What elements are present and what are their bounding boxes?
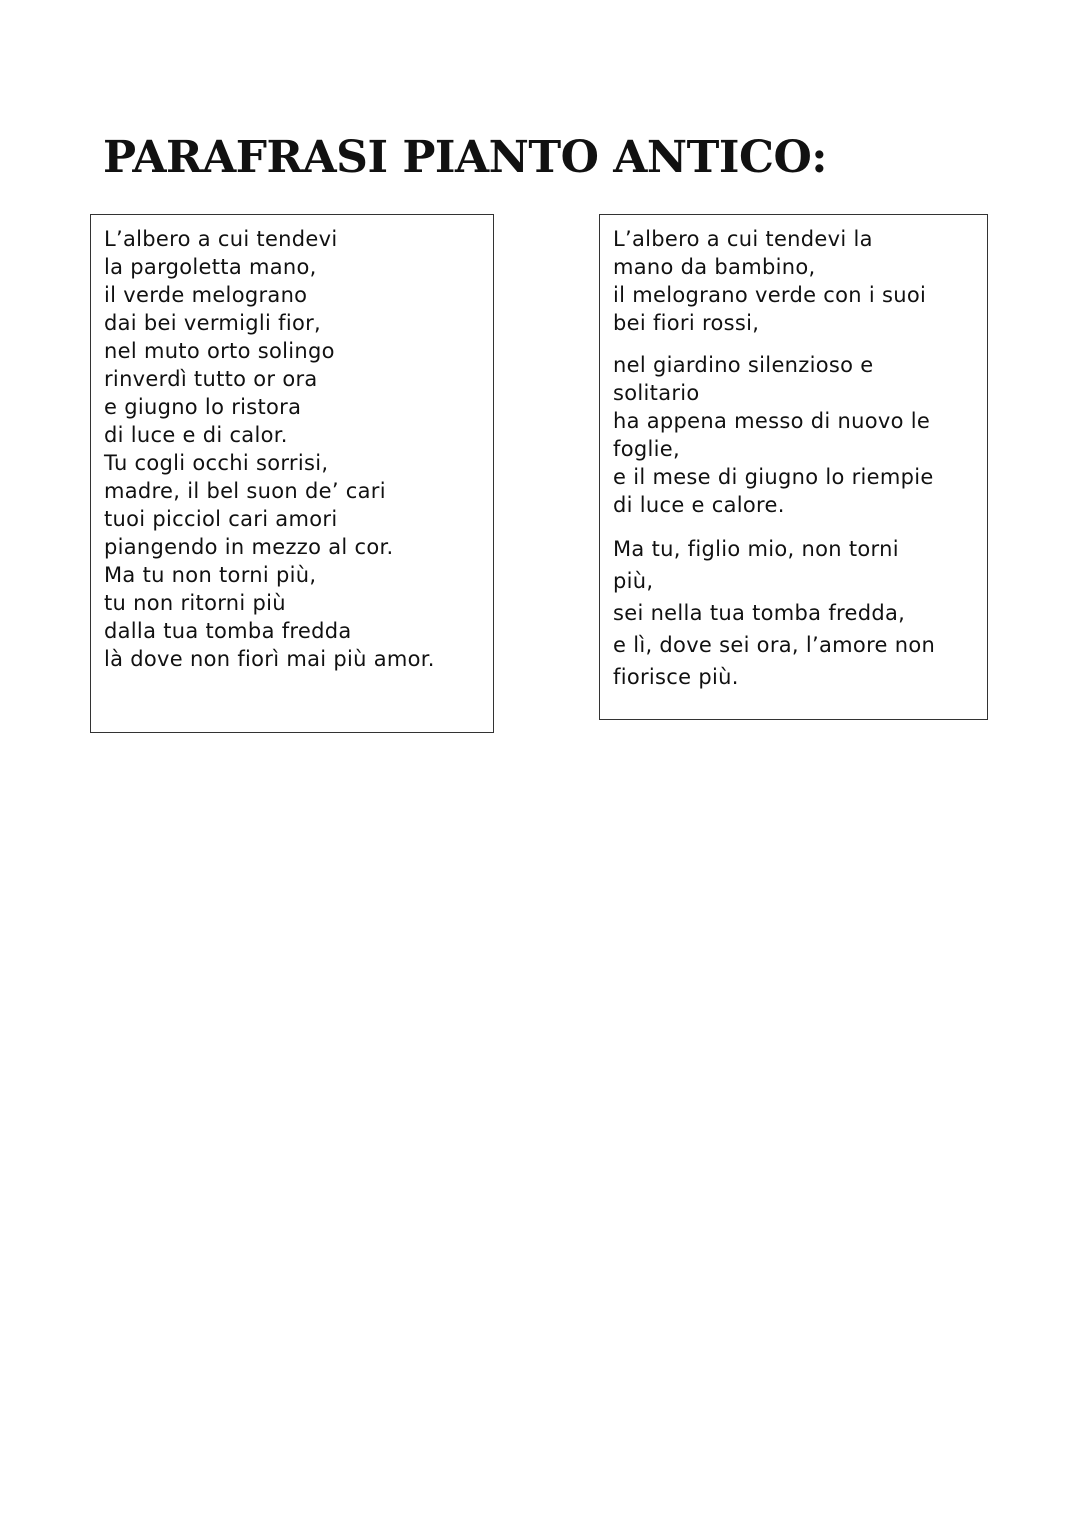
paraphrase-line: di luce e calore. — [613, 493, 785, 517]
paraphrase-line: nel giardino silenzioso e — [613, 353, 874, 377]
poem-line: Tu cogli occhi sorrisi, — [104, 451, 329, 475]
poem-line: e giugno lo ristora — [104, 395, 302, 419]
poem-line: madre, il bel suon de’ cari — [104, 479, 386, 503]
poem-line: dalla tua tomba fredda — [104, 619, 352, 643]
poem-line: rinverdì tutto or ora — [104, 367, 318, 391]
paraphrase-line: Ma tu, figlio mio, non torni — [613, 537, 899, 561]
paraphrase-line: ha appena messo di nuovo le — [613, 409, 931, 433]
poem-line: il verde melograno — [104, 283, 308, 307]
paraphrase-line: mano da bambino, — [613, 255, 816, 279]
paraphrase-stanza-1 — [613, 225, 987, 337]
poem-line: la pargoletta mano, — [104, 255, 317, 279]
paraphrase-box — [599, 214, 988, 720]
paraphrase-line: più, — [613, 569, 654, 593]
original-poem-text — [104, 225, 493, 673]
poem-line: là dove non fiorì mai più amor. — [104, 647, 435, 671]
poem-line: Ma tu non torni più, — [104, 563, 317, 587]
poem-line: nel muto orto solingo — [104, 339, 335, 363]
paraphrase-stanza-3 — [613, 533, 987, 693]
poem-line: di luce e di calor. — [104, 423, 288, 447]
paraphrase-line: fiorisce più. — [613, 665, 739, 689]
paraphrase-line: solitario — [613, 381, 700, 405]
paraphrase-line: e il mese di giugno lo riempie — [613, 465, 934, 489]
paraphrase-line: sei nella tua tomba fredda, — [613, 601, 906, 625]
paraphrase-line: e lì, dove sei ora, l’amore non — [613, 633, 936, 657]
poem-line: tuoi picciol cari amori — [104, 507, 338, 531]
paraphrase-line: L’albero a cui tendevi la — [613, 227, 873, 251]
poem-line: tu non ritorni più — [104, 591, 286, 615]
paraphrase-stanza-2 — [613, 351, 987, 519]
poem-line: L’albero a cui tendevi — [104, 227, 338, 251]
original-poem-box — [90, 214, 494, 733]
paraphrase-line: bei fiori rossi, — [613, 311, 760, 335]
page-title: PARAFRASI PIANTO ANTICO: — [103, 132, 828, 183]
poem-line: dai bei vermigli fior, — [104, 311, 322, 335]
paraphrase-line: foglie, — [613, 437, 680, 461]
poem-line: piangendo in mezzo al cor. — [104, 535, 394, 559]
paraphrase-line: il melograno verde con i suoi — [613, 283, 927, 307]
